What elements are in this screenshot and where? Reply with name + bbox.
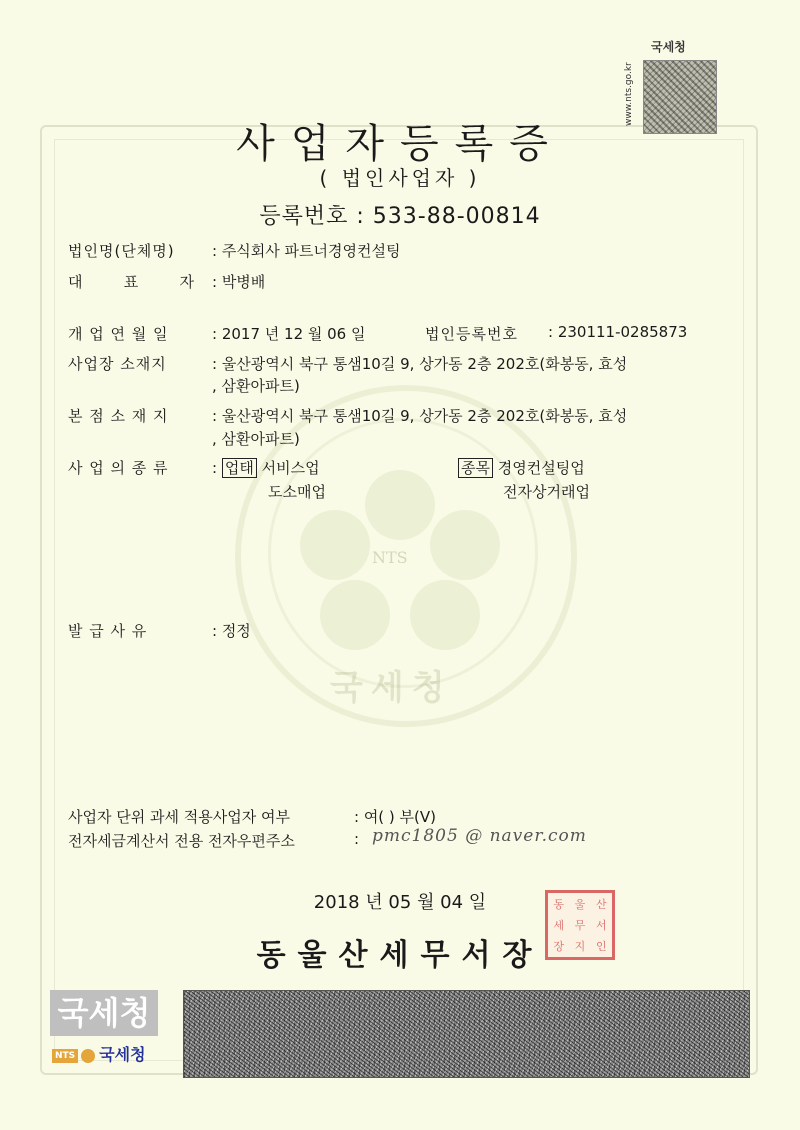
unit-tax-label: 사업자 단위 과세 적용사업자 여부	[68, 808, 290, 826]
business-type-category: : 업태 서비스업	[212, 459, 320, 477]
item-value-2: 전자상거래업	[503, 483, 590, 501]
nts-logo-small: NTS 국세청	[52, 1042, 146, 1065]
business-location-line1: : 울산광역시 북구 통샘10길 9, 상가동 2층 202호(화봉동, 효성	[212, 355, 628, 373]
nts-logo-large: 국세청	[50, 990, 158, 1036]
item-value-1: 경영컨설팅업	[497, 459, 585, 477]
flower-icon	[81, 1049, 95, 1063]
item-box: 종목	[458, 458, 493, 478]
watermark-petal	[410, 580, 480, 650]
business-type-label: 사 업 의 종 류	[68, 459, 169, 477]
email-colon: :	[354, 830, 360, 848]
watermark-nts-text: NTS	[372, 548, 408, 567]
unit-tax-value: : 여( ) 부(V)	[354, 808, 437, 826]
business-type-item	[458, 457, 585, 478]
hq-location-line1: : 울산광역시 북구 통샘10길 9, 상가동 2층 202호(화봉동, 효성	[212, 407, 628, 425]
official-stamp: 동 울 산 세 무 서 장 지 인	[545, 890, 615, 960]
corp-reg-number-value: : 230111-0285873	[548, 323, 688, 341]
business-location-line2: , 삼환아파트)	[212, 377, 300, 395]
open-date-value: : 2017 년 12 월 06 일	[212, 325, 366, 343]
corp-name-label: 법인명(단체명)	[68, 242, 175, 260]
watermark-petal	[300, 510, 370, 580]
document-subtitle: ( 법인사업자 )	[319, 166, 481, 190]
issue-date: 2018 년 05 월 04 일	[313, 892, 487, 913]
representative-value: : 박병배	[212, 273, 266, 291]
qr-side-text: www.nts.go.kr	[624, 62, 634, 126]
email-label: 전자세금계산서 전용 전자우편주소	[68, 832, 295, 850]
category-value-2: 도소매업	[268, 483, 326, 501]
corp-reg-number-label: 법인등록번호	[425, 325, 518, 343]
document-title: 사업자등록증	[236, 121, 564, 167]
corp-name-value: : 주식회사 파트너경영컨설팅	[212, 242, 401, 260]
watermark-petal	[430, 510, 500, 580]
watermark-agency-text: 국세청	[330, 668, 453, 708]
business-location-label: 사업장 소재지	[68, 355, 167, 373]
watermark-petal	[320, 580, 390, 650]
registration-number: 등록번호 : 533-88-00814	[259, 204, 541, 229]
representative-label: 대 표 자	[68, 273, 196, 291]
issue-reason-value: : 정정	[212, 622, 251, 640]
hq-location-line2: , 삼환아파트)	[212, 430, 300, 448]
qr-label: 국세청	[651, 40, 686, 54]
hq-location-label: 본 점 소 재 지	[68, 407, 169, 425]
issue-reason-label: 발 급 사 유	[68, 622, 148, 640]
security-pattern	[183, 990, 750, 1078]
category-value-1: 서비스업	[261, 459, 320, 477]
category-box: 업태	[222, 458, 257, 478]
tax-office-name: 동울산세무서장	[256, 938, 544, 973]
open-date-label: 개 업 연 월 일	[68, 325, 169, 343]
nts-badge: NTS	[52, 1049, 78, 1063]
watermark-petal	[365, 470, 435, 540]
email-handwritten: pmc1805 @ naver.com	[372, 826, 587, 846]
